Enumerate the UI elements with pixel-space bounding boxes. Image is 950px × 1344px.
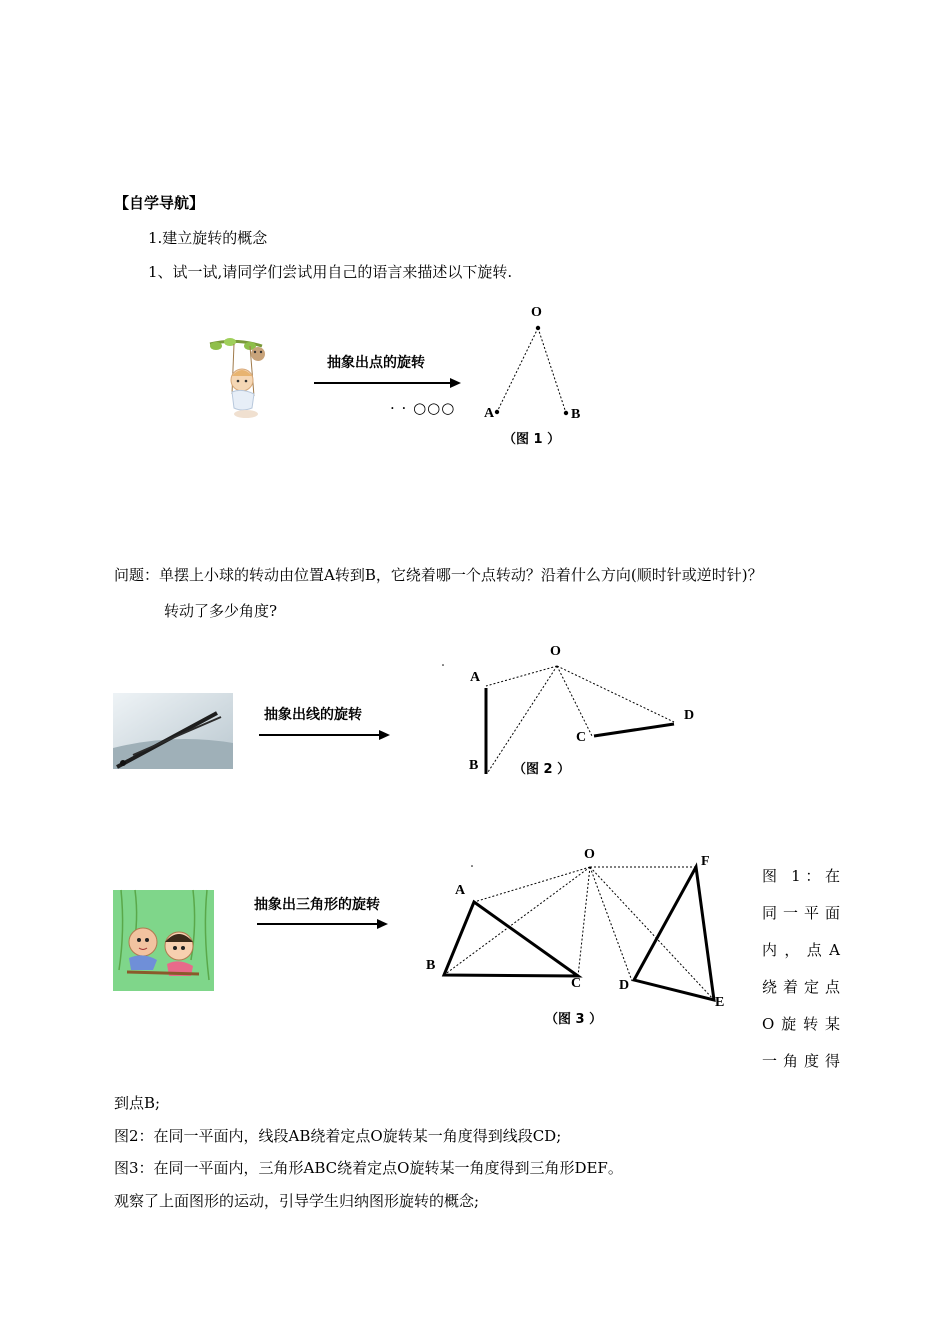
fig2-point-c: C <box>576 730 587 745</box>
fig3-point-c: C <box>571 976 582 991</box>
after-side-text: 到点B; <box>114 1094 161 1112</box>
fig2-description: 图2：在同一平面内，线段AB绕着定点O旋转某一角度得到线段CD; <box>114 1127 562 1145</box>
wiper-photo <box>113 693 233 769</box>
swing-girl-image <box>206 336 286 422</box>
item1-title: 1.建立旋转的概念 <box>148 229 268 247</box>
section-header: 【自学导航】 <box>114 194 205 212</box>
fig2-point-b: B <box>469 758 479 773</box>
question-line2: 转动了多少角度? <box>164 602 278 620</box>
fig3-point-a: A <box>455 883 466 898</box>
conclusion-text: 观察了上面图形的运动，引导学生归纳图形旋转的概念; <box>114 1192 480 1210</box>
side-text-column <box>762 858 840 1080</box>
side-text-line: 绕着定点 <box>762 978 840 996</box>
fig3-point-f: F <box>701 854 710 869</box>
question-line1: 问题：单摆上小球的转动由位置A转到B，它绕着哪一个点转动？沿着什么方向(顺时针或逆时针)？ <box>114 566 763 584</box>
fig2-point-o: O <box>550 644 561 659</box>
fig3-caption: （图 3 ） <box>545 1012 603 1027</box>
fig1-arrow-label: 抽象出点的旋转 <box>327 355 425 371</box>
fig3-point-b: B <box>426 958 436 973</box>
side-text-line: 内，点A <box>762 941 840 959</box>
fig1-caption: （图 1 ） <box>503 432 561 447</box>
arrow-fig2 <box>259 729 391 741</box>
fig1-point-a: A <box>484 406 495 421</box>
side-text-line: O旋转某 <box>762 1015 840 1033</box>
item1-subtitle: 1、试一试,请同学们尝试用自己的语言来描述以下旋转. <box>148 263 513 281</box>
fig3-arrow-label: 抽象出三角形的旋转 <box>254 897 380 913</box>
fig3-point-e: E <box>715 995 725 1010</box>
fig2-point-d: D <box>684 708 695 723</box>
side-text-line: 同一平面 <box>762 904 840 922</box>
fig3-point-d: D <box>619 978 630 993</box>
fig3-description: 图3：在同一平面内，三角形ABC绕着定点O旋转某一角度得到三角形DEF。 <box>114 1159 623 1177</box>
swing-kids-image <box>113 890 214 991</box>
arrow-fig3 <box>257 918 389 930</box>
fig1-point-o: O <box>531 305 542 320</box>
side-text-line: 图 1：在 <box>762 867 840 885</box>
side-text-line: 一角度得 <box>762 1052 840 1070</box>
arrow-fig1 <box>314 377 462 389</box>
fig1-dots-text: · · ○○○ <box>390 399 456 417</box>
fig2-caption: （图 2 ） <box>513 762 571 777</box>
fig1-point-b: B <box>571 407 581 422</box>
fig3-point-o: O <box>584 847 595 862</box>
fig2-point-a: A <box>470 670 481 685</box>
fig2-arrow-label: 抽象出线的旋转 <box>264 707 362 723</box>
